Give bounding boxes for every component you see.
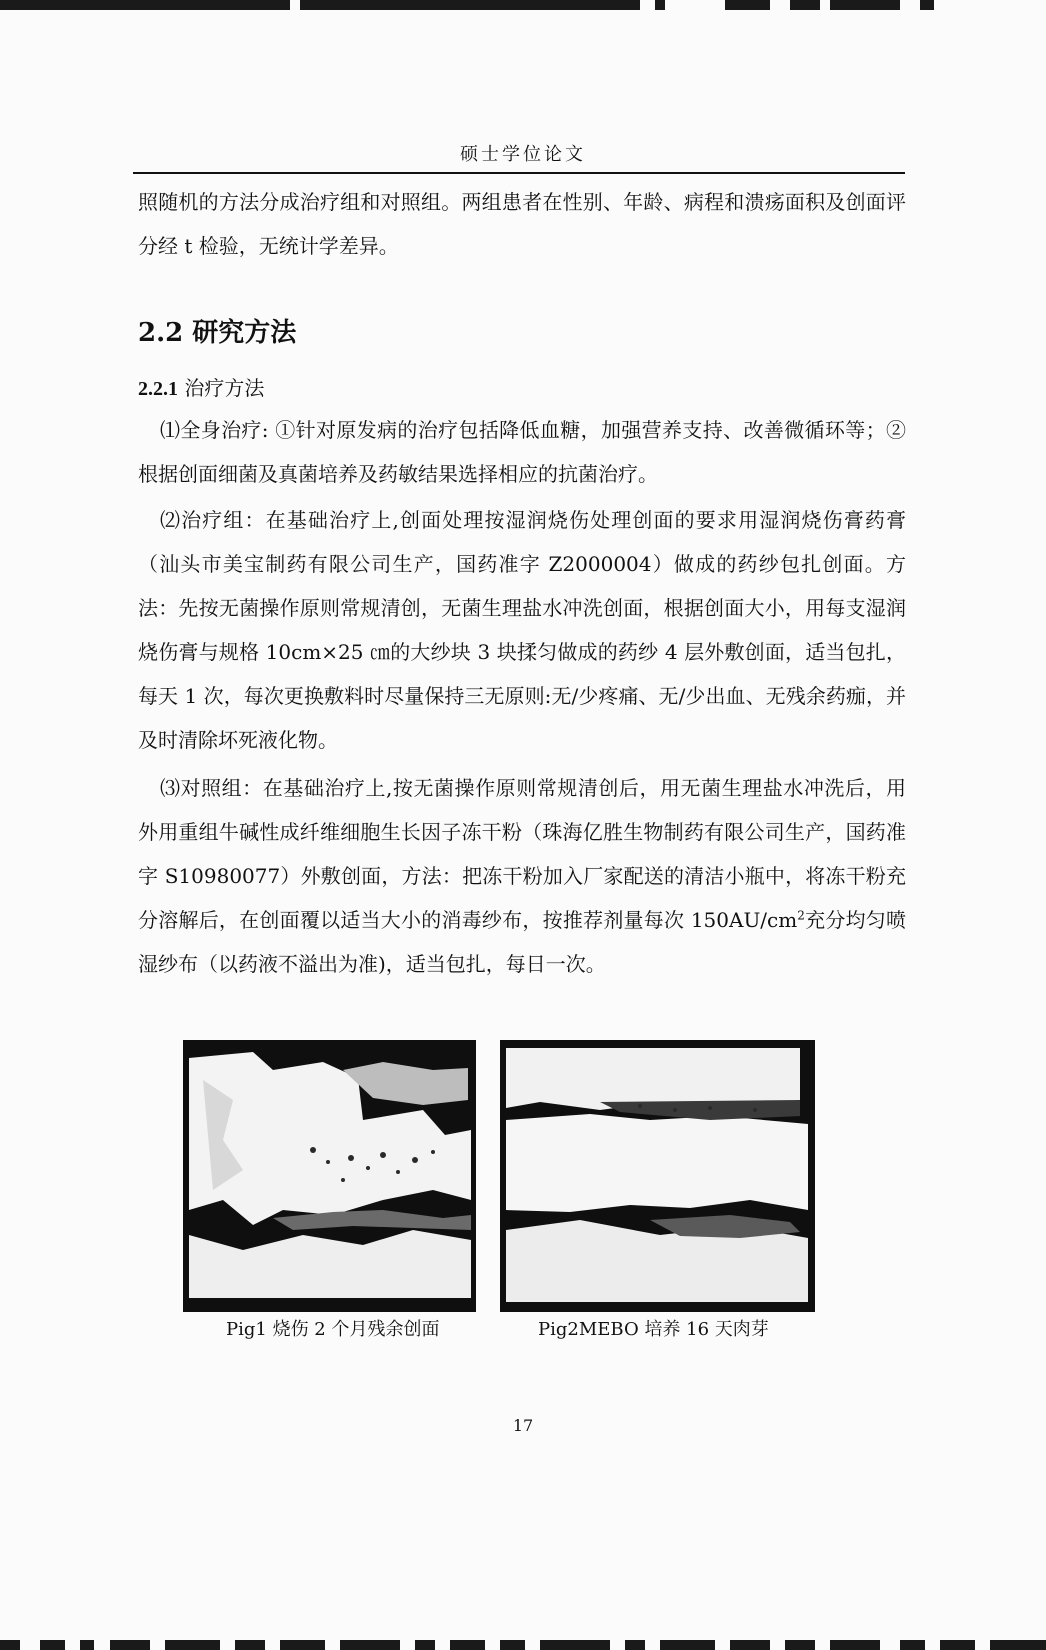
subsection-number: 2.2.1 [138, 378, 178, 400]
section-title: 研究方法 [192, 318, 297, 348]
paragraph-control-group [138, 766, 906, 986]
figure-1-image [183, 1040, 476, 1312]
paragraph-systemic-treatment: ⑴全身治疗: ①针对原发病的治疗包括降低血糖，加强营养支持、改善微循环等；②根据创面细菌及真菌培养及药敏结果选择相应的抗菌治疗。 [138, 418, 906, 486]
subsection-title: 治疗方法 [184, 376, 265, 400]
section-heading [138, 312, 296, 349]
header-rule [133, 172, 905, 174]
control-text-part1: ⑶对照组：在基础治疗上,按无菌操作原则常规清创后，用无菌生理盐水冲洗后，用外用重组牛碱性成纤维细胞生长因子冻干粉（珠海亿胜生物制药有限公司生产，国药准字 S10980077）外敷创面，方法：把冻干粉加入厂家配送的清洁小瓶中，将冻干粉充分溶解后，在创面覆以适当大小的消毒纱布，按推荐剂量每次 150AU/cm [138, 776, 906, 932]
scan-artifact-top [0, 0, 1046, 10]
subsection-heading [138, 372, 264, 401]
paragraph-treatment-group: ⑵治疗组：在基础治疗上,创面处理按湿润烧伤处理创面的要求用湿润烧伤膏药膏（汕头市美宝制药有限公司生产，国药准字 Z2000004）做成的药纱包扎创面。方法：先按无菌操作原则常规清创，无菌生理盐水冲洗创面，根据创面大小，用每支湿润烧伤膏与规格 10cm×25 ㎝的大纱块 3 块揉匀做成的药纱 4 层外敷创面，适当包扎，每天 1 次，每次更换敷料时尽量保持三无原则:无/少疼痛、无/少出血、无残余药痂，并及时清除坏死液化物。 [138, 508, 906, 752]
figure-1-caption: Pig1 烧伤 2 个月残余创面 [226, 1319, 440, 1340]
scan-artifact-bottom [0, 1640, 1046, 1650]
figure-2-caption: Pig2MEBO 培养 16 天肉芽 [538, 1319, 769, 1340]
control-text-part2: 充分均匀喷湿纱布（以药液不溢出为准)，适当包扎，每日一次。 [138, 908, 907, 976]
section-number: 2.2 [138, 318, 184, 348]
page-number: 17 [512, 1416, 534, 1435]
intro-paragraph: 照随机的方法分成治疗组和对照组。两组患者在性别、年龄、病程和溃疡面积及创面评分经 t 检验，无统计学差异。 [138, 190, 906, 258]
running-header-title: 硕士学位论文 [460, 144, 586, 165]
superscript-2: 2 [797, 908, 805, 923]
figure-2-image [500, 1040, 815, 1312]
